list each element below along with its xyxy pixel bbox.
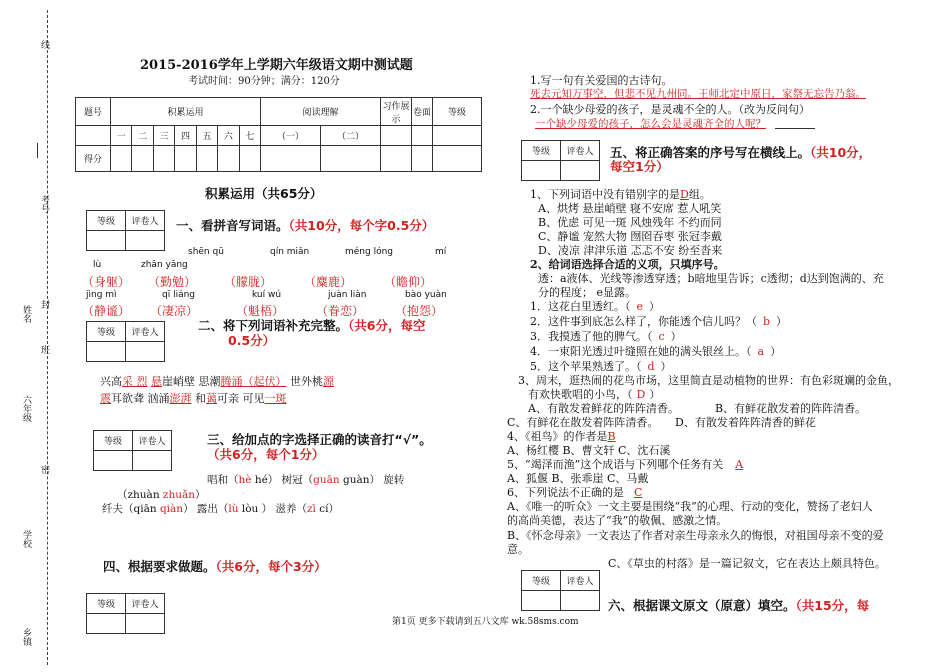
q5-2-definitions: 透：a液体、光线等渗透穿透；b暗地里告诉；c透彻；d达到饱满的、充 [538,272,884,285]
page-title: 2015-2016学年上学期六年级语文期中测试题 [140,58,413,73]
pinyin-8: qī liáng [162,290,196,300]
score-col-2: 二 [132,126,153,146]
pinyin-3: méng lóng [345,247,394,257]
section-2-note: 0.5分） [228,333,276,348]
q5-2: 2、给词语选择合适的义项，只填序号。 [530,258,725,271]
score-col-7: 七 [239,126,260,146]
grader-level-label: 等级 [87,594,126,614]
question-text: 兴高 [100,375,122,388]
q5-3-option-a: A、有散发着鲜花的阵阵清香。 [528,402,679,415]
page-footer: 第1页 更多下载请到五八文库 wk.58sms.com [392,617,579,627]
q-rhetorical-answer: 一个缺少母爱的孩子，怎么会是灵魂齐全的人呢？ [535,118,766,130]
q5-2-item: 1．这花白里透红。（ e ） [530,300,661,313]
answer-fill: lù [228,503,239,515]
section-2-title: 二、将下列词语补充完整。（共6分，每空 [198,318,426,333]
pinyin-4: mí [435,247,447,257]
margin-label-township: 乡镇 [21,628,31,646]
score-header-neatness: 卷面 [412,98,433,126]
q-rhetorical: 2.一个缺少母爱的孩子，是灵魂不全的人。（改为反问句） [530,103,810,116]
q5-5: 5、“竭泽而渔”这个成语与下列哪个任务有关 A [507,458,744,471]
question-text: 纤夫（qiān [102,503,160,515]
score-col-3: 三 [153,126,174,146]
question-text: hé） [251,474,279,486]
section-6-title: 六、根据课文原文（原意）填空。（共15分，每 [608,598,870,613]
answer-fill: 采 烈 [122,375,148,388]
q5-3-option-b: B、有鲜花散发着的阵阵清香。 [715,402,867,415]
section-5-note: 每空1分） [610,159,669,174]
question-text: guàn） [339,474,381,486]
section-4-title: 四、根据要求做题。（共6分，每个3分） [103,559,327,574]
question-text: 崖峭壁 思潮 [162,375,221,388]
score-header-accumulate: 积累运用 [111,98,261,126]
question-text: 旋转 [380,474,405,486]
q5-5-options: A、狐偃 B、张乖崖 C、马戴 [507,472,649,485]
answer-fill: 腾涌（起伏） [220,375,287,388]
section-3-title: 三、给加点的字选择正确的读音打“√”。 [207,432,432,447]
q5-6: 6、下列说法不正确的是 C [507,486,643,499]
reading-line-2 [117,487,206,502]
grader-box [93,430,172,471]
answer-8: （魁梧） [236,304,285,318]
margin-tick [37,143,38,158]
answer-fill: qiàn [159,503,184,515]
margin-label-school: 学校 [21,530,31,548]
q5-1-option-d: D、凌凉 津津乐道 忑忑不安 纷至沓来 [538,244,723,257]
answer-10: （抱怨） [395,304,444,318]
score-row-label: 得分 [76,146,111,172]
margin-label-grade: 六年级 [21,395,31,422]
pinyin-6: zhān yǎng [141,260,188,270]
q5-4: 4、《祖鸟》的作者是B [507,430,616,443]
q5-3-blank: 有欢快歌唱的小鸟，（ D ） [528,388,661,401]
q5-6-option-a-cont: 的高尚美德，表达了“我”的敬佩、感激之情。 [507,514,728,527]
grader-name-label: 评卷人 [126,594,165,614]
question-text: 和 [191,392,206,405]
idiom-line-2 [100,390,287,406]
score-cell [381,126,412,146]
answer-underline [775,128,815,129]
answer-2: （勤勉） [148,275,197,289]
question-text: ） [195,489,206,501]
grader-box [86,210,165,251]
question-text: 世外桃 [286,375,323,388]
grader-name-label: 评卷人 [561,141,600,161]
q5-2-item: 5．这个苹果熟透了。（ d ） [530,360,672,373]
score-col-6: 六 [218,126,239,146]
q5-4-options: A、杨红樱 B、曹文轩 C、沈石溪 [507,444,671,457]
margin-label-name: 姓名 [21,305,31,323]
q5-2-item: 2．这件事到底怎么样了，你能透个信儿吗？（ b ） [530,315,788,328]
score-header-number: 题号 [76,98,111,126]
q-ancient-poem: 1.写一句有关爱国的古诗句。 [530,74,673,87]
answer-fill: 一斑 [264,392,287,405]
grader-name-label: 评卷人 [126,211,165,231]
score-header-writing: 习作展示 [381,98,412,126]
margin-label-line: 线 [39,40,49,49]
grader-box [521,140,600,181]
score-col-1: 一 [111,126,132,146]
grader-level-label: 等级 [522,141,561,161]
answer-4: （麋鹿） [304,275,353,289]
q5-3-option-d: D、有散发着阵阵清香的鲜花 [675,416,816,429]
q5-6-option-b: B、《怀念母亲》一文表达了作者对亲生母亲永久的悔恨，对祖国母亲不变的爱 [507,529,884,542]
q5-1: 1、下列词语中没有错别字的是D组。 [530,188,711,201]
q5-1-option-a: A、烘烤 悬崖峭壁 寝不安席 惹人吼笑 [538,202,722,215]
margin-label-secret: 密 [39,465,49,474]
score-col-5: 五 [196,126,217,146]
score-cell [76,126,111,146]
q5-1-option-b: B、优虑 可见一斑 风烛残年 不约而同 [538,216,722,229]
grader-level-label: 等级 [522,571,561,591]
pinyin-10: juàn liàn [328,290,367,300]
answer-fill: guān [313,474,340,486]
grader-name-label: 评卷人 [133,431,172,451]
q5-2-item: 4．一束阳光透过叶缝照在她的满头银丝上。（ a ） [530,345,782,358]
q5-1-option-c: C、静谧 宠然大物 囫囵吞枣 张冠李戴 [538,230,722,243]
pinyin-2: qín miǎn [270,247,310,257]
score-header-reading: 阅读理解 [261,98,381,126]
margin-label-seal: 封 [39,300,49,309]
reading-line-3 [102,501,339,516]
question-text: 唱和（ [207,474,239,486]
pinyin-9: kuí wú [252,290,282,300]
grader-box [86,593,165,634]
answer-fill: 澎湃 [169,392,192,405]
score-table [75,97,482,172]
question-text: （zhuàn [117,489,163,501]
grader-level-label: 等级 [94,431,133,451]
answer-fill: 震 [100,392,111,405]
reading-line-1 [207,472,404,487]
q5-6-option-a: A、《唯一的听众》一文主要是围绕“我”的心理、行动的变化，赞扬了老妇人 [507,500,873,513]
answer-fill: 源 [323,375,334,388]
question-text: lòu ） 滋养（ [238,503,307,515]
section-3-note: （共6分，每个1分） [207,447,325,462]
q5-6-option-b-cont: 意。 [507,543,529,556]
answer-7: （凄凉） [150,304,199,318]
question-text: 耳欲聋 汹涌 [111,392,170,405]
grader-box [521,570,600,611]
pinyin-7: jìng mì [86,290,117,300]
q5-2-definitions-2: 分的程度； e显露。 [538,286,637,299]
margin-label-exam-number: 考号 [39,195,49,213]
margin-label-class: 班 [39,345,49,354]
answer-fill: zī [307,503,316,515]
score-col-reading-1: （一） [261,126,321,146]
grader-box [86,321,165,362]
answer-6: （静谧） [82,304,131,318]
score-header-grade: 等级 [433,98,482,126]
answer-fill: 悬 [151,375,162,388]
page-subtitle: 考试时间：90分钟；满分：120分 [188,76,340,87]
q5-6-option-c: C、《草虫的村落》是一篇记叙文，它在表达上颇具特色。 [608,557,886,570]
grader-level-label: 等级 [87,322,126,342]
answer-5: （瞻仰） [384,275,433,289]
q5-3: 3、周末，逛热闹的花鸟市场，这里简直是动植物的世界：有色彩斑斓的金鱼， [518,374,899,387]
answer-fill: 蔼 [206,392,217,405]
grader-name-label: 评卷人 [561,571,600,591]
question-text: 可亲 可见 [217,392,265,405]
section-1-title: 一、看拼音写词语。（共10分，每个字0.5分） [176,218,435,233]
score-cell [412,126,433,146]
question-text: 树冠（ [278,474,314,486]
answer-9: （眷恋） [316,304,365,318]
q-ancient-poem-answer: 死去元知万事空，但悲不见九州同。王师北定中原日，家祭无忘告乃翁。 [530,88,866,100]
binding-dashed-line [47,10,48,665]
pinyin-1: shēn qū [188,247,224,257]
grader-level-label: 等级 [87,211,126,231]
answer-fill: zhuǎn [162,489,196,501]
section-accumulate-heading: 积累运用（共65分） [205,186,323,201]
q5-3-option-c: C、有鲜花在散发着阵阵清香。 [507,416,659,429]
answer-fill: hè [238,474,252,486]
section-5-title: 五、将正确答案的序号写在横线上。（共10分， [610,145,872,160]
q5-2-item: 3．我摸透了他的脾气。（ c ） [530,330,682,343]
idiom-line-1 [100,373,334,389]
grader-name-label: 评卷人 [126,322,165,342]
score-cell [433,126,482,146]
score-col-4: 四 [175,126,196,146]
answer-1: （身躯） [82,275,131,289]
pinyin-11: bào yuàn [405,290,447,300]
question-text: cí） [315,503,339,515]
score-col-reading-2: （二） [321,126,381,146]
answer-3: （朦胧） [224,275,273,289]
pinyin-5: lù [93,260,102,270]
question-text: ） 露出（ [183,503,229,515]
